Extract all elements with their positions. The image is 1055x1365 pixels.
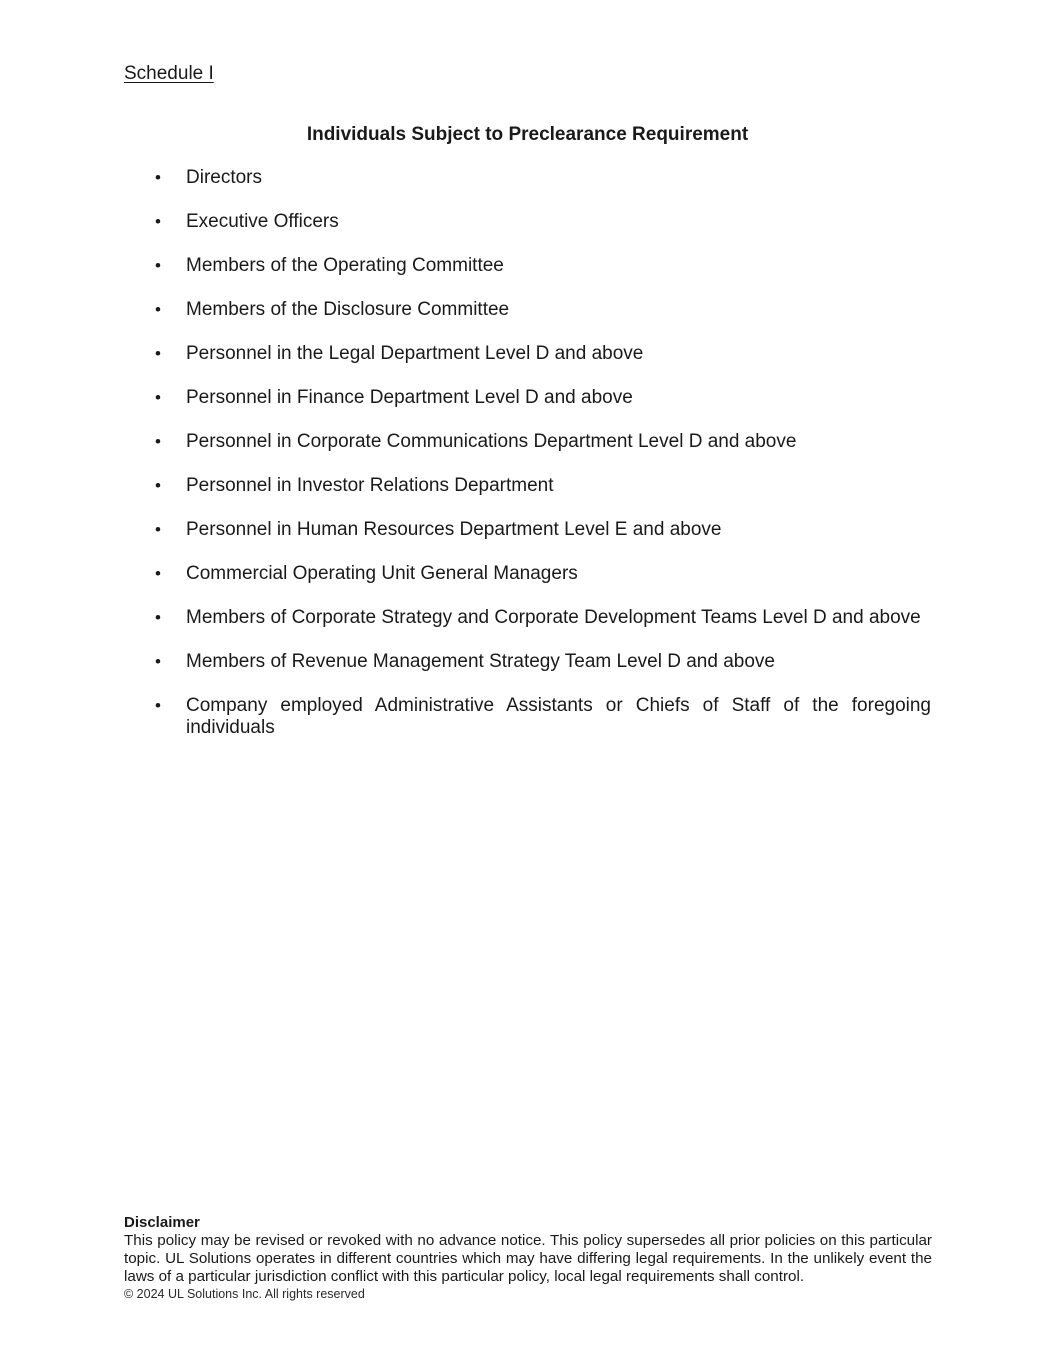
- bullet-icon: •: [155, 256, 161, 275]
- bullet-icon: •: [155, 300, 161, 319]
- list-item-text: Personnel in Corporate Communications Department Level D and above: [186, 431, 797, 452]
- bullet-icon: •: [155, 476, 161, 495]
- schedule-label: Schedule I: [124, 63, 214, 84]
- bullet-icon: •: [155, 608, 161, 627]
- list-item: [0, 343, 931, 365]
- page-title: Individuals Subject to Preclearance Requirement: [306, 124, 749, 145]
- list-item-text: Personnel in the Legal Department Level D and above: [186, 343, 644, 364]
- list-item: [0, 651, 931, 673]
- bullet-icon: •: [155, 652, 161, 671]
- list-item-text: Members of Corporate Strategy and Corporate Development Teams Level D and above: [186, 607, 921, 628]
- list-item: [0, 211, 931, 233]
- list-item-text: Members of the Disclosure Committee: [186, 299, 510, 320]
- disclaimer-body: This policy may be revised or revoked with no advance notice. This policy supersedes all prior policies on this particular topic. UL Solutions operates in different countries which may have differing legal requirements. In the unlikely event the laws of a particular jurisdiction conflict with this particular policy, local legal requirements shall control.: [124, 1232, 932, 1285]
- bullet-icon: •: [155, 564, 161, 583]
- list-item-text: Company employed Administrative Assistants or Chiefs of Staff of the foregoing individuals: [186, 695, 931, 738]
- list-item: [0, 167, 931, 189]
- bullet-icon: •: [155, 432, 161, 451]
- preclearance-list: [0, 167, 1055, 761]
- list-item: [0, 607, 931, 629]
- list-item-text: Personnel in Finance Department Level D and above: [186, 387, 633, 408]
- list-item-text: Members of Revenue Management Strategy Team Level D and above: [186, 651, 775, 672]
- list-item-text: Personnel in Human Resources Department Level E and above: [186, 519, 722, 540]
- list-item-text: Commercial Operating Unit General Managers: [186, 563, 578, 584]
- bullet-icon: •: [155, 212, 161, 231]
- list-item: [0, 387, 931, 409]
- list-item-text: Directors: [186, 167, 263, 188]
- list-item: [0, 431, 931, 453]
- bullet-icon: •: [155, 388, 161, 407]
- copyright-notice: © 2024 UL Solutions Inc. All rights reserved: [124, 1287, 365, 1301]
- disclaimer: [124, 1214, 932, 1303]
- list-item: [0, 519, 931, 541]
- list-item: [0, 563, 931, 585]
- bullet-icon: •: [155, 520, 161, 539]
- bullet-icon: •: [155, 344, 161, 363]
- list-item: [0, 255, 931, 277]
- list-item-text: Executive Officers: [186, 211, 339, 232]
- disclaimer-heading: Disclaimer: [124, 1214, 200, 1231]
- list-item: [0, 299, 931, 321]
- list-item: [0, 475, 931, 497]
- bullet-icon: •: [155, 696, 161, 715]
- list-item-text: Members of the Operating Committee: [186, 255, 504, 276]
- bullet-icon: •: [155, 168, 161, 187]
- list-item-text: Personnel in Investor Relations Department: [186, 475, 554, 496]
- list-item: [0, 695, 931, 739]
